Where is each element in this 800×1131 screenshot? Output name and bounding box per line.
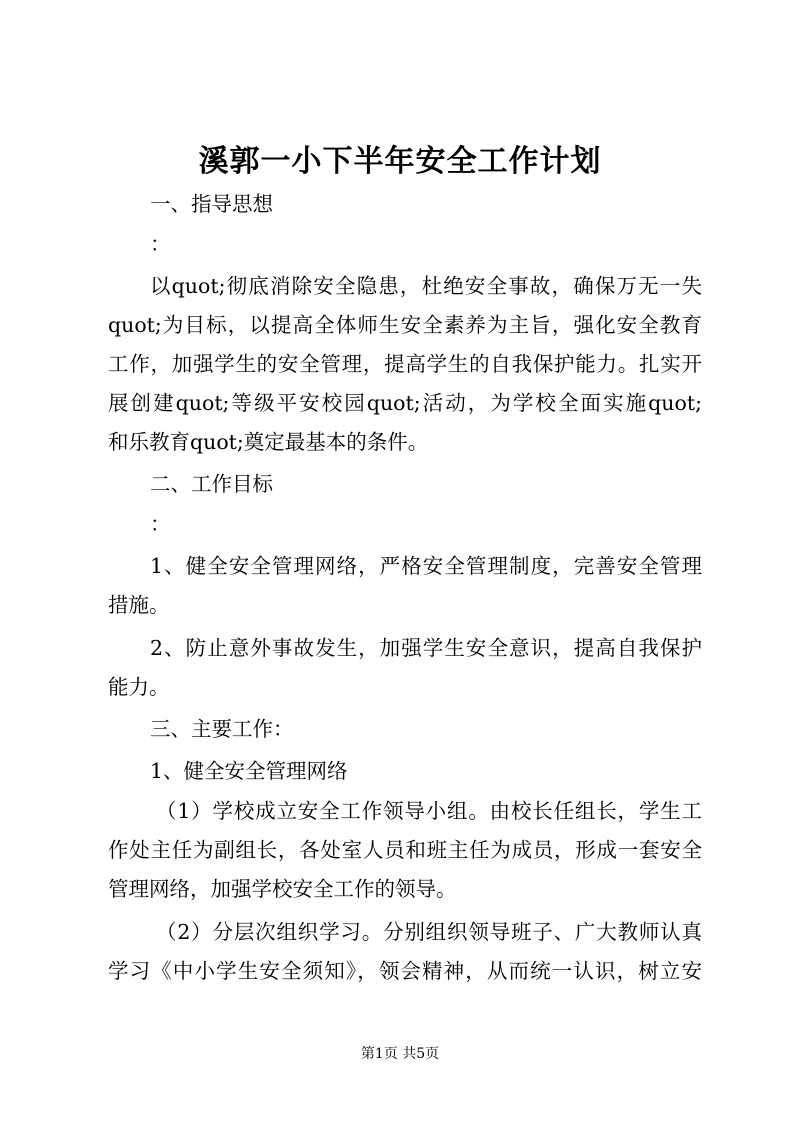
heading-work-goals: 二、工作目标 xyxy=(150,472,273,496)
paragraph-line: 作处主任为副组长，各处室人员和班主任为成员，形成一套安全 xyxy=(108,838,702,862)
colon-line: ： xyxy=(150,512,171,536)
paragraph-line: quot;为目标，以提高全体师生安全素养为主旨，强化安全教育 xyxy=(108,313,702,337)
paragraph-line: （1）学校成立安全工作领导小组。由校长任组长，学生工 xyxy=(156,799,702,823)
paragraph-line: 以quot;彻底消除安全隐患，杜绝安全事故，确保万无一失 xyxy=(150,274,702,298)
paragraph-line: 学习《中小学生安全须知》，领会精神，从而统一认识，树立安 xyxy=(108,959,702,983)
heading-main-work: 三、主要工作： xyxy=(150,717,294,741)
paragraph-line: 展创建quot;等级平安校园quot;活动，为学校全面实施quot; xyxy=(108,391,702,415)
heading-guiding-thought: 一、指导思想 xyxy=(150,192,273,216)
subheading: 1、健全安全管理网络 xyxy=(150,759,348,783)
document-title: 溪郭一小下半年安全工作计划 xyxy=(198,144,602,179)
paragraph-line: （2）分层次组织学习。分别组织领导班子、广大教师认真 xyxy=(156,920,702,944)
paragraph-line: 管理网络，加强学校安全工作的领导。 xyxy=(108,877,457,901)
page-footer: 第1页 共5页 xyxy=(360,1046,440,1062)
paragraph-line: 1、健全安全管理网络，严格安全管理制度，完善安全管理 xyxy=(150,554,702,578)
paragraph-line: 措施。 xyxy=(108,593,170,617)
paragraph-line: 和乐教育quot;奠定最基本的条件。 xyxy=(108,430,429,454)
paragraph-line: 工作，加强学生的安全管理，提高学生的自我保护能力。扎实开 xyxy=(108,352,702,376)
paragraph-line: 2、防止意外事故发生，加强学生安全意识，提高自我保护 xyxy=(150,636,702,660)
colon-line: ： xyxy=(150,232,171,256)
paragraph-line: 能力。 xyxy=(108,675,170,699)
